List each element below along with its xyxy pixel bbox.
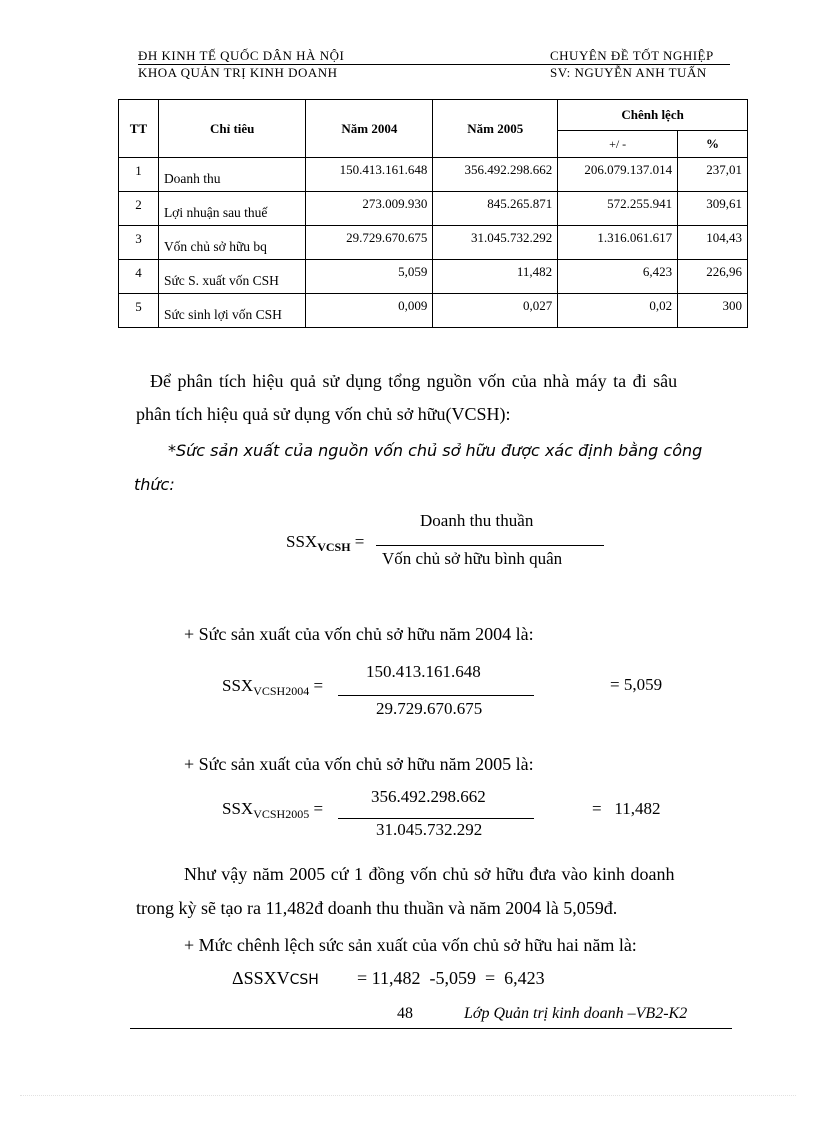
cell-2005: 356.492.298.662 <box>433 158 558 192</box>
cell-2005: 31.045.732.292 <box>433 226 558 260</box>
cell-diff: 572.255.941 <box>558 192 678 226</box>
table-row <box>119 192 748 226</box>
paragraph-2-line-2: trong kỳ sẽ tạo ra 11,482đ doanh thu thuần và năm 2004 là 5,059đ. <box>136 898 618 918</box>
cell-2004: 273.009.930 <box>306 192 433 226</box>
cell-indicator: Doanh thu <box>158 158 306 192</box>
col-header-diff-abs: +/ - <box>558 131 678 158</box>
cell-diff: 206.079.137.014 <box>558 158 678 192</box>
cell-2005: 11,482 <box>433 260 558 294</box>
table-row <box>119 294 748 328</box>
page-edge-guide <box>20 1095 796 1096</box>
formula-2005-denominator: 31.045.732.292 <box>376 820 483 839</box>
cell-indicator: Lợi nhuận sau thuế <box>158 192 306 226</box>
cell-2004: 29.729.670.675 <box>306 226 433 260</box>
col-header-tt: TT <box>119 100 159 158</box>
header-school: ĐH KINH TẾ QUỐC DÂN HÀ NỘI <box>138 48 345 63</box>
cell-pct: 309,61 <box>678 192 748 226</box>
cell-diff: 0,02 <box>558 294 678 328</box>
cell-2005: 845.265.871 <box>433 192 558 226</box>
formula-main-denominator: Vốn chủ sở hữu bình quân <box>382 549 563 568</box>
table-row <box>119 158 748 192</box>
cell-tt: 5 <box>119 294 159 328</box>
cell-2004: 0,009 <box>306 294 433 328</box>
formula-2005-fraction-line <box>338 818 534 819</box>
header-faculty: KHOA QUẢN TRỊ KINH DOANH <box>138 65 338 80</box>
cell-indicator: Sức sinh lợi vốn CSH <box>158 294 306 328</box>
paragraph-1-line-1: Để phân tích hiệu quả sử dụng tổng nguồn vốn của nhà máy ta đi sâu <box>150 371 678 391</box>
table-row <box>119 226 748 260</box>
col-header-difference: Chênh lệch <box>558 100 748 131</box>
difference-intro: + Mức chênh lệch sức sản xuất của vốn chủ sở hữu hai năm là: <box>184 935 637 955</box>
difference-lhs: ΔSSXVCSH <box>232 968 319 988</box>
header-student: SV: NGUYỄN ANH TUẤN <box>550 65 707 80</box>
intro-2005: + Sức sản xuất của vốn chủ sở hữu năm 2005 là: <box>184 754 534 774</box>
col-header-2005: Năm 2005 <box>433 100 558 158</box>
cell-2004: 150.413.161.648 <box>306 158 433 192</box>
footer-divider <box>130 1028 732 1029</box>
cell-pct: 104,43 <box>678 226 748 260</box>
cell-pct: 300 <box>678 294 748 328</box>
intro-2004: + Sức sản xuất của vốn chủ sở hữu năm 2004 là: <box>184 624 534 644</box>
formula-2005-result: = 11,482 <box>592 799 661 818</box>
formula-2005-numerator: 356.492.298.662 <box>371 787 486 806</box>
formula-main-fraction-line <box>376 545 604 546</box>
cell-tt: 4 <box>119 260 159 294</box>
italic-line-1: *Sức sản xuất của nguồn vốn chủ sở hữu được xác định bằng công <box>168 441 703 460</box>
data-table <box>118 99 748 328</box>
formula-2005-lhs: $SSX_{VCSH2005}$ = <box>222 799 324 821</box>
paragraph-1-line-2: phân tích hiệu quả sử dụng vốn chủ sở hữu(VCSH): <box>136 404 511 424</box>
difference-rhs: = 11,482 -5,059 = 6,423 <box>357 968 545 988</box>
italic-line-2: thức: <box>134 475 175 494</box>
cell-tt: 3 <box>119 226 159 260</box>
page-number: 48 <box>397 1005 413 1022</box>
cell-diff: 6,423 <box>558 260 678 294</box>
col-header-diff-pct: % <box>678 131 748 158</box>
cell-2004: 5,059 <box>306 260 433 294</box>
formula-2004-lhs: $SSX_{VCSH2004}$ = <box>222 676 324 698</box>
formula-main-lhs: $SSX_{VCSH}$ = <box>286 532 365 554</box>
cell-2005: 0,027 <box>433 294 558 328</box>
formula-2004-denominator: 29.729.670.675 <box>376 699 483 718</box>
footer-class-name: Lớp Quản trị kinh doanh –VB2-K2 <box>464 1005 688 1022</box>
formula-main-numerator: Doanh thu thuần <box>420 511 534 530</box>
formula-2004-result: = 5,059 <box>610 675 663 694</box>
col-header-indicator: Chỉ tiêu <box>158 100 306 158</box>
cell-indicator: Sức S. xuất vốn CSH <box>158 260 306 294</box>
paragraph-2-line-1: Như vậy năm 2005 cứ 1 đồng vốn chủ sở hữu đưa vào kinh doanh <box>184 864 675 884</box>
cell-tt: 2 <box>119 192 159 226</box>
cell-indicator: Vốn chủ sở hữu bq <box>158 226 306 260</box>
col-header-2004: Năm 2004 <box>306 100 433 158</box>
table-row <box>119 260 748 294</box>
cell-tt: 1 <box>119 158 159 192</box>
cell-pct: 226,96 <box>678 260 748 294</box>
cell-diff: 1.316.061.617 <box>558 226 678 260</box>
formula-2004-fraction-line <box>338 695 534 696</box>
cell-pct: 237,01 <box>678 158 748 192</box>
formula-2004-numerator: 150.413.161.648 <box>366 662 481 681</box>
header-doc-type: CHUYÊN ĐỀ TỐT NGHIỆP <box>550 48 714 63</box>
